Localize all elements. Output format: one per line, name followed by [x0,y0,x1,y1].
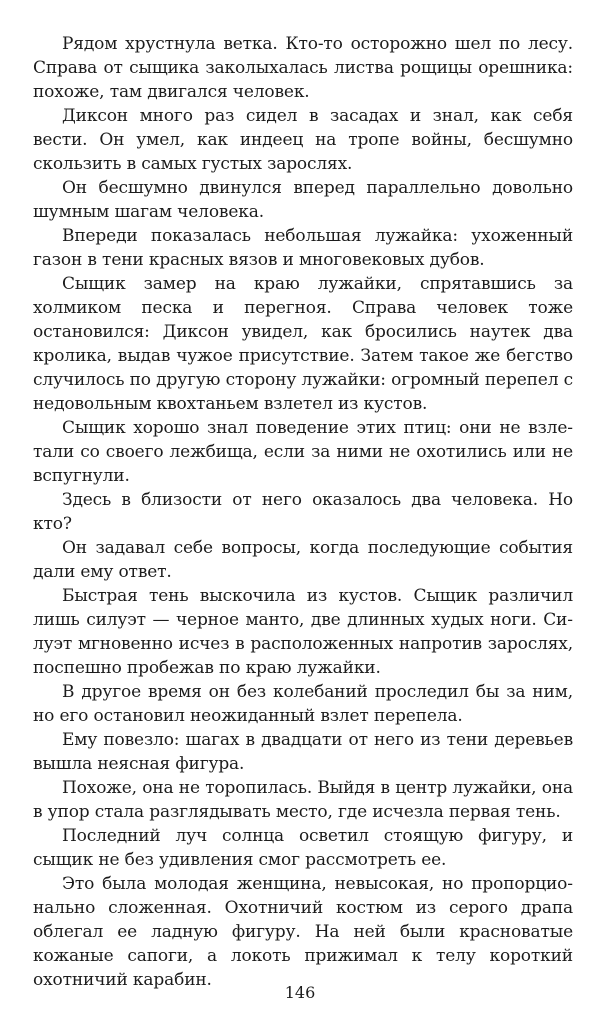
paragraph: Похоже, она не торопилась. Выйдя в центр лужайки, она в упор стала разглядывать место, где исчезла первая тень. [33,778,573,822]
paragraph: Рядом хрустнула ветка. Кто-то осторожно шел по лесу. Справа от сыщика заколыхалась листва рощицы орешника: похоже, там двигался человек. [33,34,573,102]
paragraph: Он задавал себе вопросы, когда последующие события дали ему ответ. [33,538,573,582]
paragraph: Последний луч солнца осветил стоящую фигуру, и сыщик не без удивления смог рассмотреть ее. [33,826,573,870]
paragraph: Сыщик замер на краю лужайки, спрятавшись за холмиком песка и перегноя. Справа человек тоже остановился: Диксон увидел, как бросились наутек два кролика, выдав чужое присутствие. Затем такое же бегство случилось по другую сторону лужайки: огромный перепел с недовольным квохтаньем взлетел из кустов. [33,274,573,414]
paragraph: Диксон много раз сидел в засадах и знал, как себя вести. Он умел, как индеец на тропе войны, бесшумно скользить в самых густых зарослях. [33,106,573,174]
paragraph: Быстрая тень выскочила из кустов. Сыщик различил лишь силуэт — черное манто, две длинных худых ноги. Силуэт мгновенно исчез в расположенных напротив зарослях, поспешно пробежав по краю лужайки. [33,586,573,678]
paragraph: В другое время он без колебаний проследил бы за ним, но его остановил неожиданный взлет перепела. [33,682,573,726]
paragraph: Он бесшумно двинулся вперед параллельно довольно шумным шагам человека. [33,178,573,222]
paragraph: Впереди показалась небольшая лужайка: ухоженный газон в тени красных вязов и многовековых дубов. [33,226,573,270]
paragraph: Ему повезло: шагах в двадцати от него из тени деревьев вышла неясная фигура. [33,730,573,774]
page-number: 146 [284,983,316,1002]
paragraph: Сыщик хорошо знал поведение этих птиц: они не взлетали со своего лежбища, если за ними не охотились или не вспугнули. [33,418,573,486]
page-body [33,32,573,992]
paragraph: Здесь в близости от него оказалось два человека. Но кто? [33,490,573,534]
paragraph: Это была молодая женщина, невысокая, но пропорционально сложенная. Охотничий костюм из серого драпа облегал ее ладную фигуру. На ней были красноватые кожаные сапоги, а локоть прижимал к телу короткий охотничий карабин. [33,874,573,990]
